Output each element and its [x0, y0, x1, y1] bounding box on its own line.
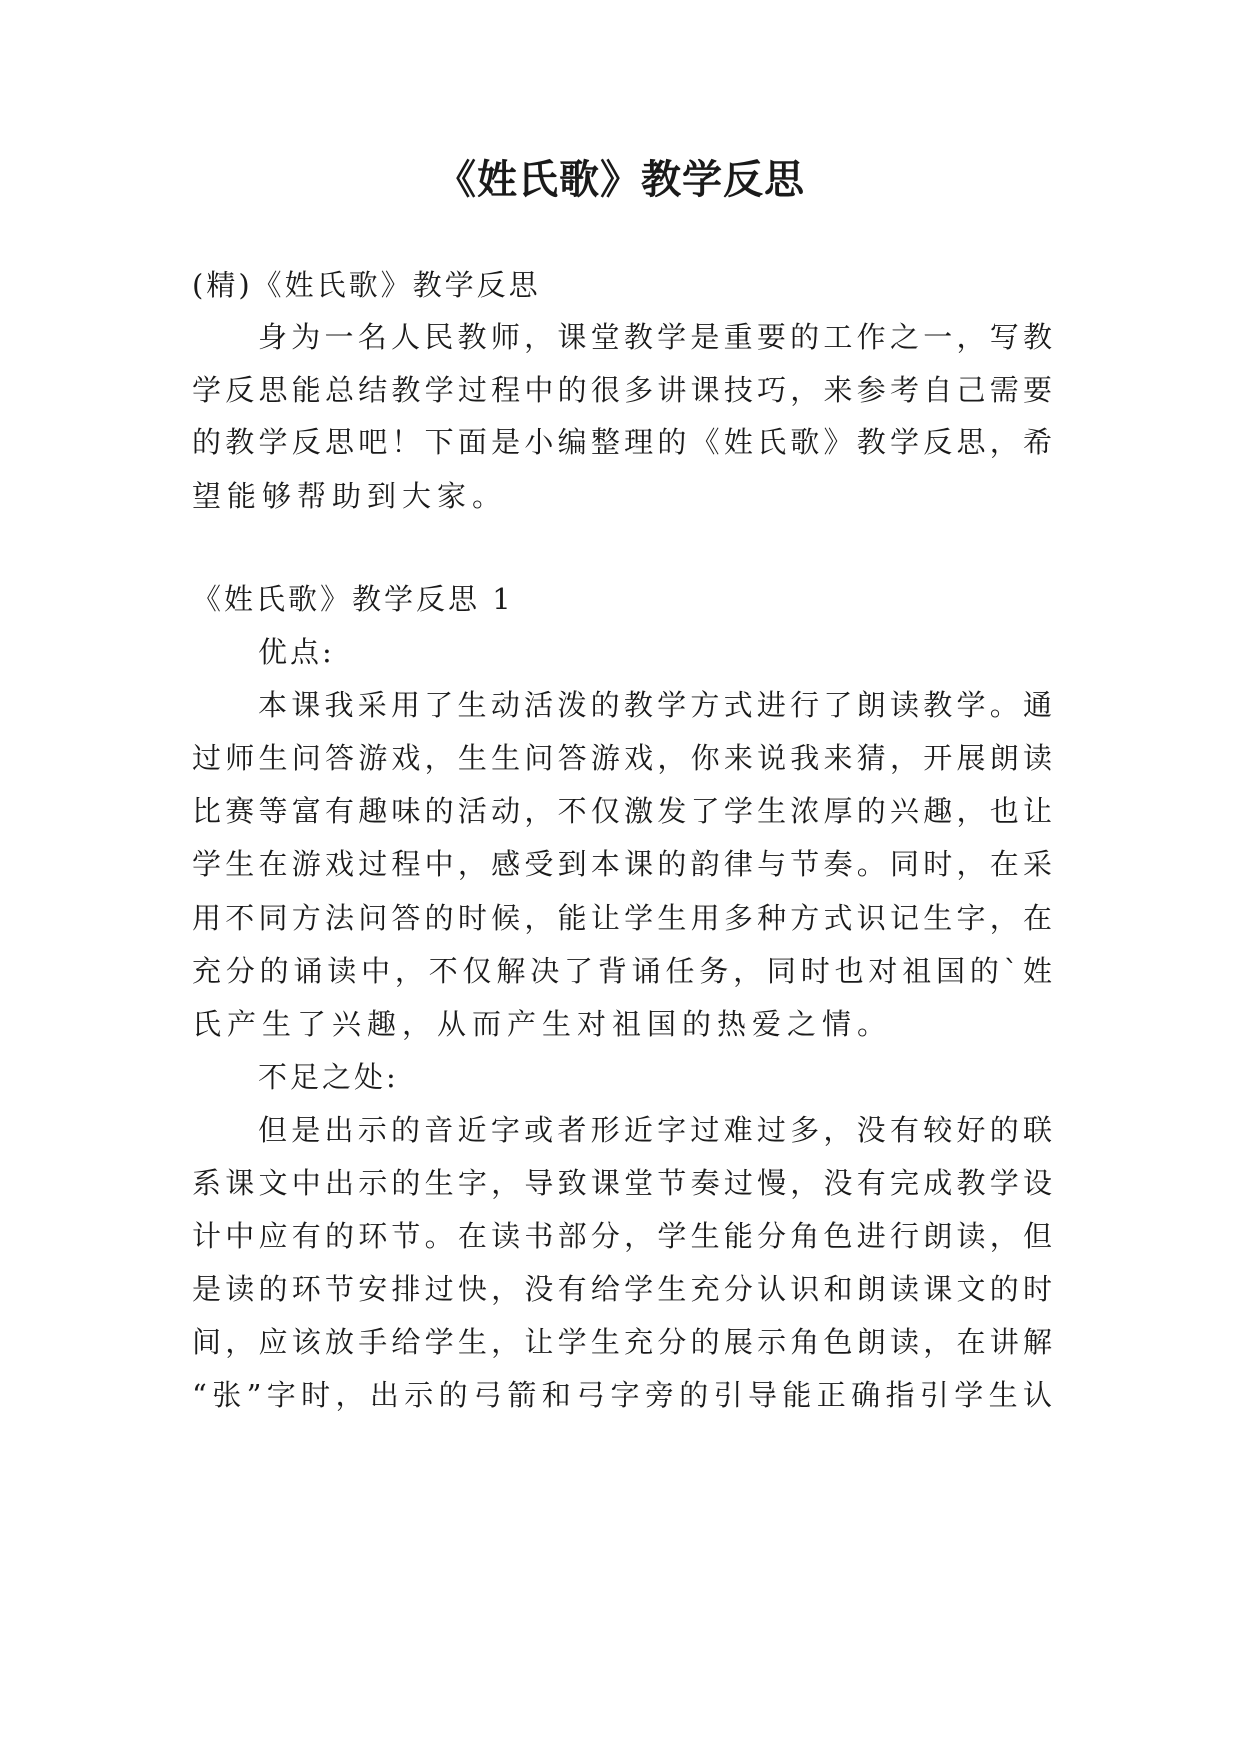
- advantages-label: 优点:: [258, 635, 335, 669]
- advantages-line: 过师生问答游戏，生生问答游戏，你来说我来猜，开展朗读: [192, 741, 1052, 775]
- document-subtitle: (精)《姓氏歌》教学反思: [192, 268, 541, 302]
- section-heading: 《姓氏歌》教学反思 1: [192, 582, 514, 616]
- shortcomings-label: 不足之处:: [258, 1060, 399, 1094]
- intro-line: 的教学反思吧！下面是小编整理的《姓氏歌》教学反思，希: [192, 425, 1052, 459]
- shortcomings-line: 计中应有的环节。在读书部分，学生能分角色进行朗读，但: [192, 1219, 1052, 1253]
- advantages-line: 比赛等富有趣味的活动，不仅激发了学生浓厚的兴趣，也让: [192, 794, 1052, 828]
- advantages-line: 用不同方法问答的时候，能让学生用多种方式识记生字，在: [192, 901, 1052, 935]
- intro-line: 学反思能总结教学过程中的很多讲课技巧，来参考自己需要: [192, 373, 1052, 407]
- shortcomings-line: 是读的环节安排过快，没有给学生充分认识和朗读课文的时: [192, 1272, 1052, 1306]
- advantages-line: 充分的诵读中，不仅解决了背诵任务，同时也对祖国的`姓: [192, 954, 1052, 988]
- intro-line: 望能够帮助到大家。: [192, 479, 508, 513]
- shortcomings-line: 间，应该放手给学生，让学生充分的展示角色朗读，在讲解: [192, 1325, 1052, 1359]
- advantages-line: 本课我采用了生动活泼的教学方式进行了朗读教学。通: [258, 688, 1052, 722]
- intro-line: 身为一名人民教师，课堂教学是重要的工作之一，写教: [258, 320, 1052, 354]
- shortcomings-line: 系课文中出示的生字，导致课堂节奏过慢，没有完成教学设: [192, 1166, 1052, 1200]
- advantages-line: 学生在游戏过程中，感受到本课的韵律与节奏。同时，在采: [192, 847, 1052, 881]
- shortcomings-line: “张”字时，出示的弓箭和弓字旁的引导能正确指引学生认: [192, 1378, 1052, 1412]
- document-title: 《姓氏歌》教学反思: [436, 157, 805, 203]
- shortcomings-line: 但是出示的音近字或者形近字过难过多，没有较好的联: [258, 1113, 1052, 1147]
- advantages-line: 氏产生了兴趣，从而产生对祖国的热爱之情。: [192, 1007, 893, 1041]
